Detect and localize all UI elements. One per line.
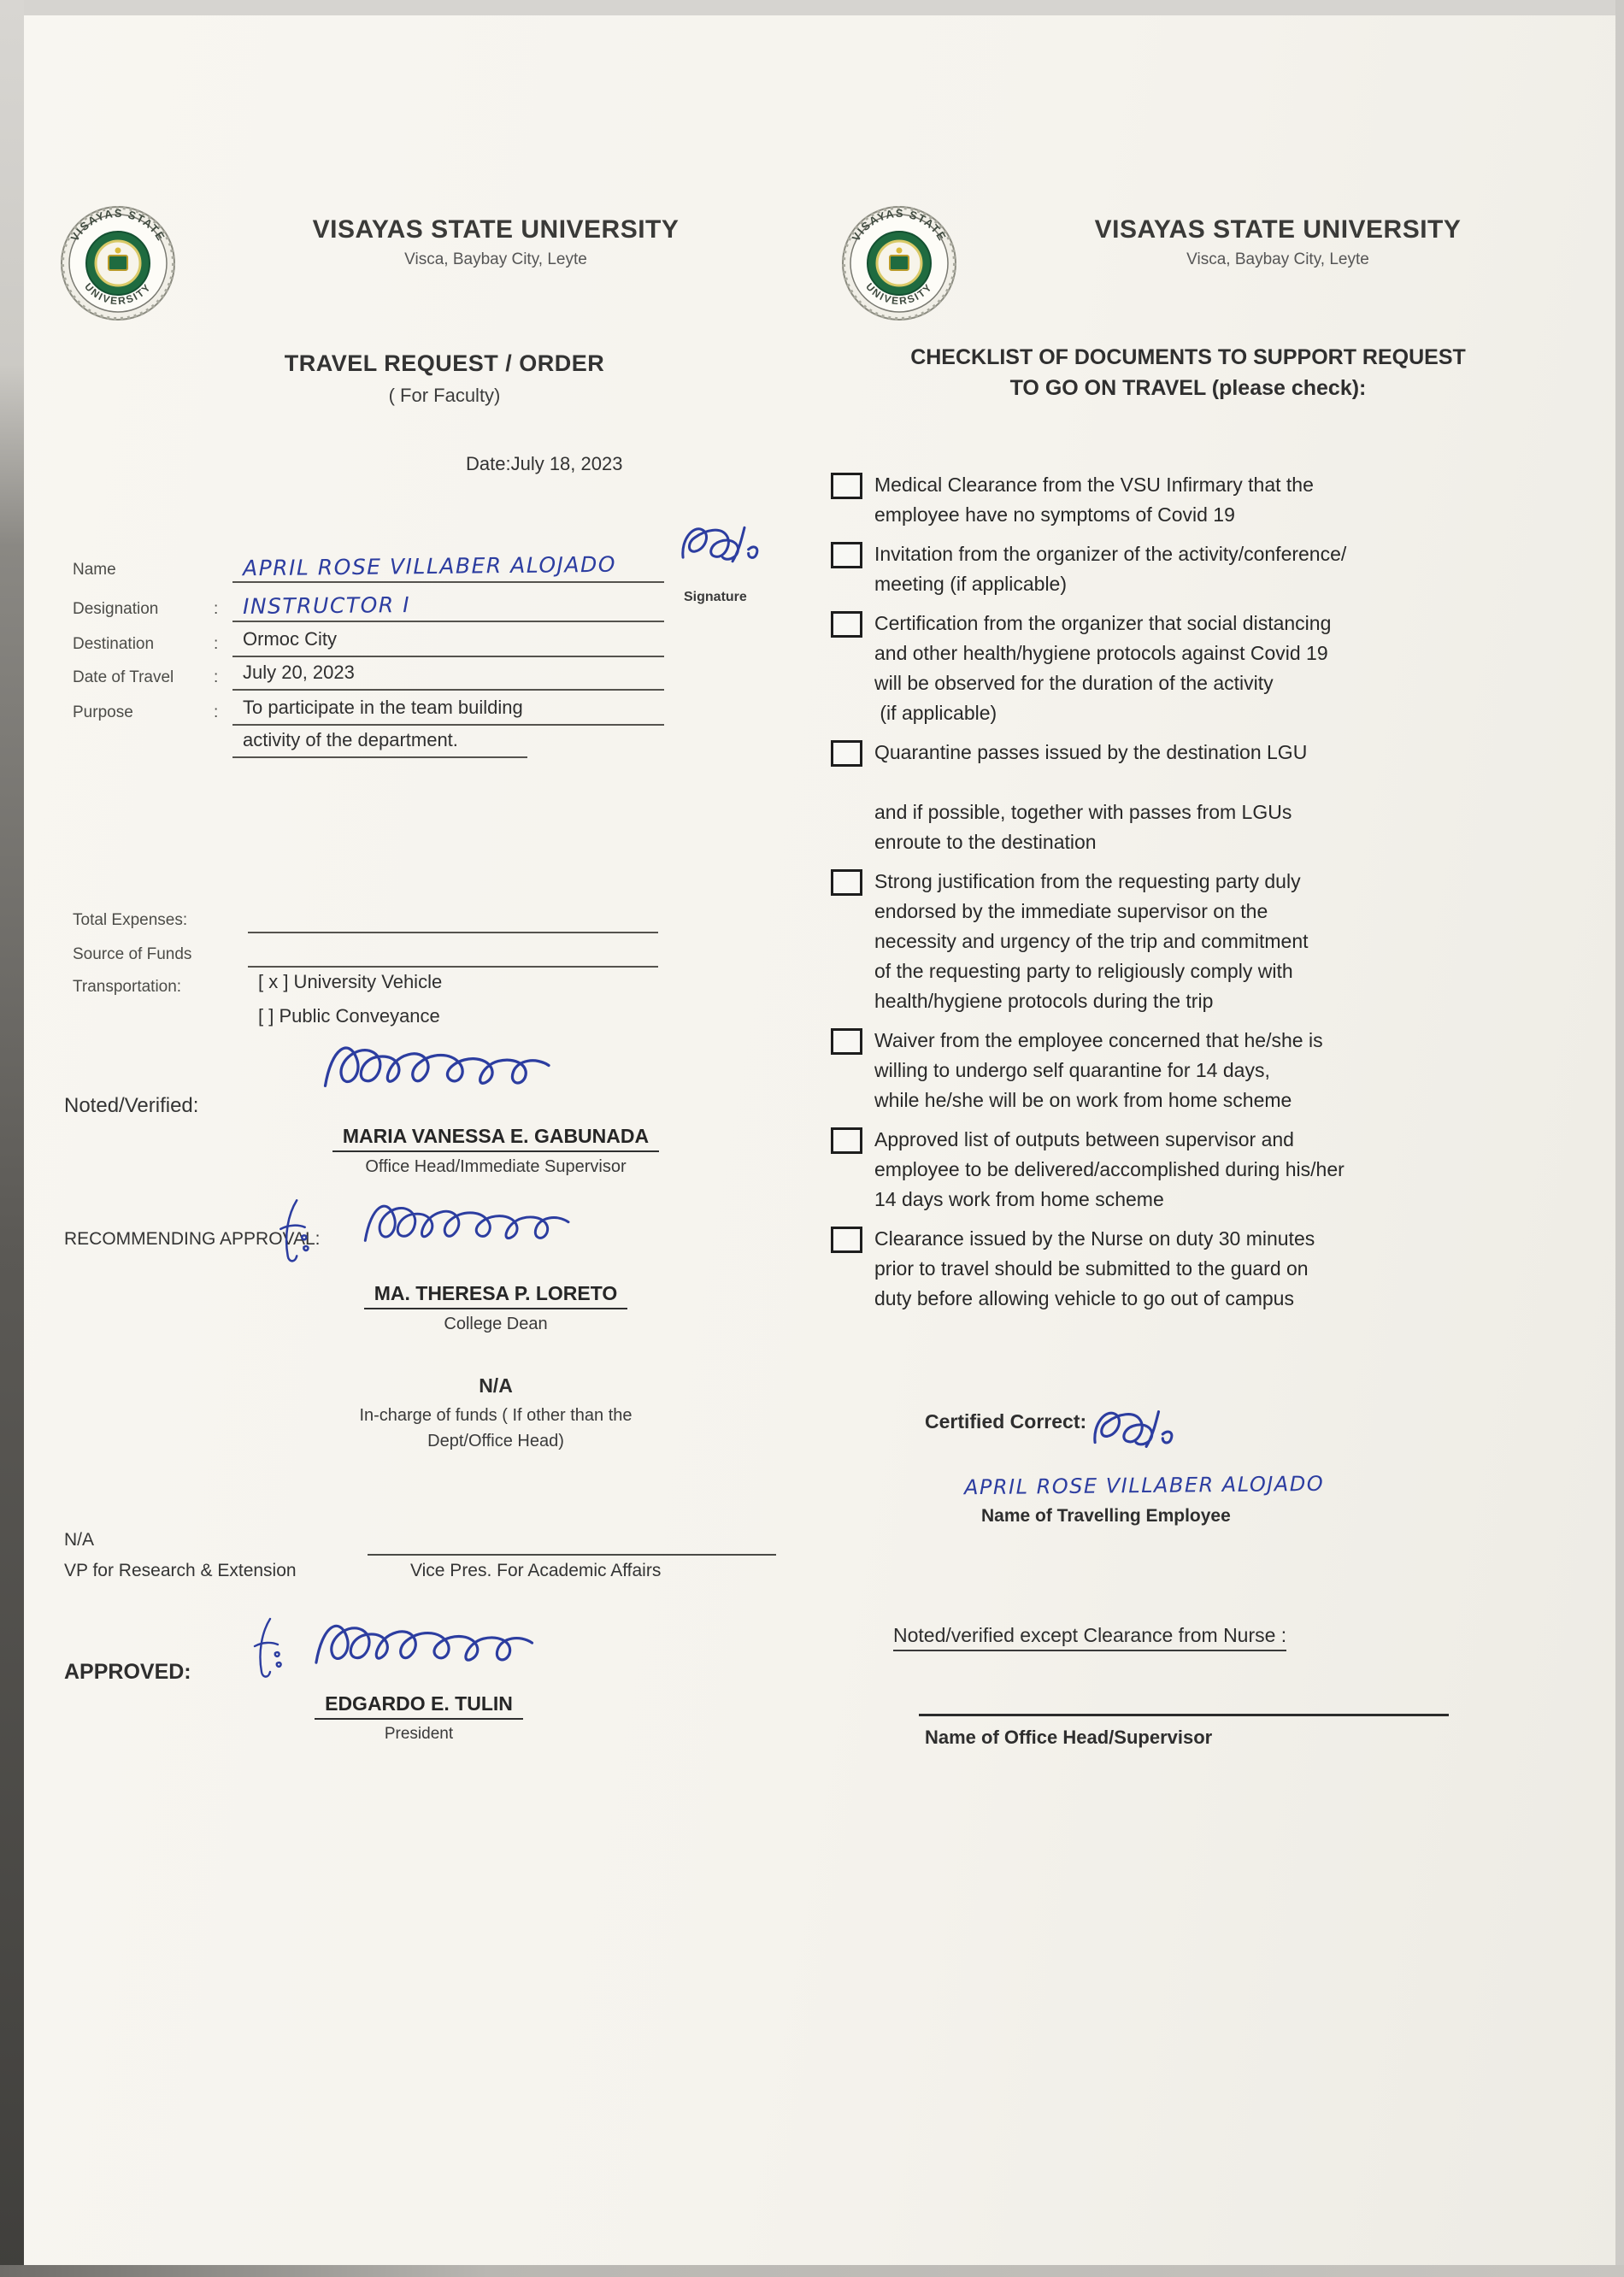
field-source-of-funds — [73, 938, 658, 968]
destination-value: Ormoc City — [232, 628, 664, 657]
designation-label: Designation — [73, 600, 159, 618]
certified-name-text: APRIL ROSE VILLABER ALOJADO — [963, 1471, 1325, 1500]
incharge-caption-line2: Dept/Office Head) — [427, 1432, 564, 1450]
checklist-item-text: Waiver from the employee concerned that he/she is willing to undergo self quarantine for 14 days, while he/she will be on work from home scheme — [874, 1029, 1323, 1111]
noted-verified-label: Noted/Verified: — [64, 1094, 199, 1117]
checkbox-icon — [831, 542, 862, 568]
field-purpose — [73, 697, 664, 726]
checklist-item — [831, 1224, 1523, 1314]
noted-except-block — [893, 1624, 1286, 1651]
transportation-label: Transportation: — [73, 978, 182, 996]
university-address: Visca, Baybay City, Leyte — [1186, 250, 1369, 268]
approved-label: APPROVED: — [64, 1660, 191, 1684]
name-label: Name — [73, 561, 116, 579]
colon: : — [214, 600, 219, 618]
employee-signature-icon — [668, 520, 771, 569]
vp-academic-label: Vice Pres. For Academic Affairs — [410, 1561, 662, 1580]
recommending-name-block — [248, 1282, 744, 1309]
colon: : — [214, 635, 219, 653]
colon: : — [214, 668, 219, 686]
checklist-item — [831, 539, 1523, 599]
checkbox-icon — [831, 869, 862, 896]
approved-name: EDGARDO E. TULIN — [315, 1692, 523, 1720]
checkbox-icon — [831, 611, 862, 638]
checklist-item-text: Medical Clearance from the VSU Infirmary that the employee have no symptoms of Covid 19 — [874, 474, 1314, 526]
field-total-expenses — [73, 904, 658, 933]
checklist-item — [831, 1125, 1523, 1215]
colon: : — [214, 703, 219, 721]
university-address: Visca, Baybay City, Leyte — [404, 250, 587, 268]
checkbox-icon — [831, 1227, 862, 1253]
photo-edge-bottom — [0, 2265, 1624, 2277]
recommending-name: MA. THERESA P. LORETO — [364, 1282, 628, 1309]
vp-research-label: VP for Research & Extension — [64, 1561, 297, 1580]
supervisor-caption: Name of Office Head/Supervisor — [925, 1727, 1213, 1748]
checklist-item — [831, 470, 1523, 530]
transport-university-option: [ x ] University Vehicle — [258, 971, 443, 992]
checkbox-icon — [831, 1127, 862, 1154]
destination-label: Destination — [73, 635, 155, 653]
checklist-item — [831, 867, 1523, 1016]
vsu-seal-icon — [839, 203, 959, 323]
checklist-item-text: Clearance issued by the Nurse on duty 30 minutes prior to travel should be submitted to the guard on duty before allowing vehicle to go out of campus — [874, 1227, 1315, 1309]
photo-edge-left — [0, 0, 24, 2277]
vsu-seal-icon — [58, 203, 178, 323]
university-name: VISAYAS STATE UNIVERSITY — [1094, 215, 1462, 244]
checklist-title-line2: TO GO ON TRAVEL (please check): — [1009, 376, 1367, 400]
form-title: TRAVEL REQUEST / ORDER — [284, 350, 605, 376]
supervisor-signature-line — [919, 1714, 1449, 1716]
transport-public-option: [ ] Public Conveyance — [258, 1005, 440, 1027]
form-subtitle: ( For Faculty) — [388, 385, 501, 406]
noted-title: Office Head/Immediate Supervisor — [365, 1157, 627, 1176]
designation-value-line — [232, 593, 664, 622]
photo-edge-right — [1615, 0, 1624, 2277]
designation-value: INSTRUCTOR I — [242, 591, 411, 620]
left-header — [214, 215, 778, 269]
checkbox-icon — [831, 740, 862, 767]
date-line: Date:July 18, 2023 — [466, 453, 623, 474]
dean-signature-icon — [338, 1190, 594, 1258]
field-name — [73, 551, 664, 583]
checklist-item — [831, 1026, 1523, 1115]
travel-date-label: Date of Travel — [73, 668, 174, 686]
checklist-item-text: Certification from the organizer that social distancing and other health/hygiene protocols against Covid 19 will be observed for the duration of the activity (if applicable) — [874, 612, 1332, 724]
noted-name-block — [248, 1125, 744, 1152]
travel-date-value: July 20, 2023 — [232, 662, 664, 691]
field-designation — [73, 593, 664, 622]
field-destination — [73, 628, 664, 657]
incharge-caption-line1: In-charge of funds ( If other than the — [359, 1406, 633, 1425]
vp-signature-line — [368, 1554, 776, 1556]
recommending-title: College Dean — [444, 1315, 548, 1333]
supervisor-signature-icon — [303, 1030, 568, 1105]
certified-caption: Name of Travelling Employee — [981, 1506, 1231, 1526]
checkbox-icon — [831, 1028, 862, 1055]
recommending-approval-label: RECOMMENDING APPROVAL: — [64, 1229, 321, 1249]
field-transportation — [73, 971, 658, 1000]
signature-label: Signature — [684, 590, 747, 604]
checklist-item-text: Approved list of outputs between supervisor and employee to be delivered/accomplished during his/her 14 days work from home scheme — [874, 1128, 1345, 1210]
field-travel-date — [73, 662, 664, 691]
checklist-item — [831, 609, 1523, 728]
name-value-line — [232, 551, 664, 583]
president-signature-icon — [299, 1609, 547, 1681]
checkbox-icon — [831, 473, 862, 499]
checklist-item-text: Strong justification from the requesting party duly endorsed by the immediate supervisor on the necessity and urgency of the trip and commitment of the requesting party to religiously comply with health/hygiene protocols during the trip — [874, 870, 1309, 1012]
checklist-title-line1: CHECKLIST OF DOCUMENTS TO SUPPORT REQUEST — [910, 345, 1466, 369]
incharge-na-value: N/A — [479, 1374, 513, 1397]
checklist-item-text: Invitation from the organizer of the activity/conference/ meeting (if applicable) — [874, 543, 1347, 595]
certified-correct-label: Certified Correct: — [925, 1410, 1087, 1433]
total-expenses-value — [248, 904, 658, 933]
dean-signature-flourish-icon — [275, 1195, 311, 1267]
purpose-label: Purpose — [73, 703, 133, 721]
university-name: VISAYAS STATE UNIVERSITY — [312, 215, 680, 244]
president-signature-flourish-icon — [250, 1614, 284, 1682]
checklist — [831, 470, 1523, 1323]
checklist-item-text: Quarantine passes issued by the destination LGU and if possible, together with passes from LGUs enroute to the destination — [874, 741, 1308, 853]
checklist-item — [831, 738, 1523, 857]
photo-edge-top — [0, 0, 1624, 15]
employee-signature-icon — [1084, 1403, 1182, 1455]
certified-name — [963, 1471, 1325, 1500]
total-expenses-label: Total Expenses: — [73, 911, 188, 929]
source-of-funds-label: Source of Funds — [73, 945, 192, 963]
approved-title: President — [384, 1725, 454, 1743]
vp-na-value: N/A — [64, 1530, 95, 1550]
purpose-value-line2: activity of the department. — [232, 729, 527, 758]
noted-except-text: Noted/verified except Clearance from Nurse : — [893, 1624, 1286, 1651]
source-of-funds-value — [248, 938, 658, 968]
purpose-value-line1: To participate in the team building — [232, 697, 664, 726]
approved-name-block — [231, 1692, 607, 1720]
right-header — [996, 215, 1560, 269]
noted-name: MARIA VANESSA E. GABUNADA — [332, 1125, 659, 1152]
name-value: APRIL ROSE VILLABER ALOJADO — [242, 551, 617, 581]
